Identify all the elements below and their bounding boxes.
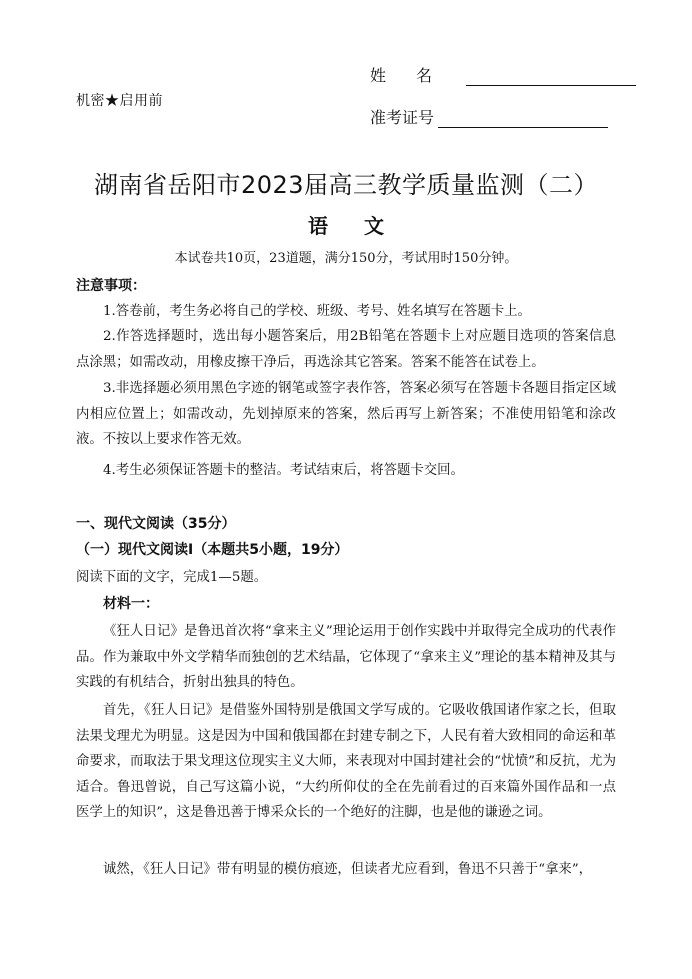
exam-id-label: 准考证号 bbox=[370, 108, 435, 127]
notice-item: 3.非选择题必须用黑色字迹的钢笔或签字表作答，答案必须写在答题卡各题目指定区域内相应位置上；如需改动，先划掉原来的答案，然后再写上新答案；不准使用铅笔和涂改液。不按以上要求作答无效。 bbox=[76, 381, 616, 448]
confidential-label: 机密★启用前 bbox=[76, 93, 163, 109]
article-paragraph: 诚然，《狂人日记》带有明显的模仿痕迹，但读者尤应看到，鲁迅不只善于“拿来”， bbox=[103, 862, 593, 877]
notice-item: 1.答卷前，考生务必将自己的学校、班级、考号、姓名填写在答题卡上。 bbox=[103, 304, 531, 319]
article-paragraph: 首先，《狂人日记》是借鉴外国特别是俄国文学写成的。它吸收俄国诸作家之长，但取法果戈理尤为明显。这是因为中国和俄国都在封建专制之下，人民有着大致相同的命运和革命要求，而取法于果戈理这位现实主义大师，来表现对中国封建社会的“忧愤”和反抗，尤为适合。鲁迅曾说，自己写这篇小说，“大约所仰仗的全在先前看过的百来篇外国作品和一点医学上的知识”，这是鲁迅善于博采众长的一个绝好的注脚，也是他的谦逊之词。 bbox=[76, 703, 616, 821]
exam-id-blank-line bbox=[438, 109, 608, 128]
section-heading: 一、现代文阅读（35分） bbox=[76, 516, 236, 532]
name-label: 姓名 bbox=[370, 66, 463, 85]
exam-id-field bbox=[370, 105, 608, 128]
exam-title: 湖南省岳阳市2023届高三教学质量监测（二） bbox=[93, 171, 599, 199]
reading-instruction: 阅读下面的文字，完成1—5题。 bbox=[76, 570, 268, 585]
material-label: 材料一： bbox=[103, 596, 159, 612]
subject-title: 语文 bbox=[308, 214, 420, 238]
exam-info: 本试卷共10页，23道题，满分150分，考试用时150分钟。 bbox=[174, 251, 518, 266]
article-paragraph: 《狂人日记》是鲁迅首次将“拿来主义”理论运用于创作实践中并取得完全成功的代表作品。作为兼取中外文学精华而独创的艺术结晶，它体现了“拿来主义”理论的基本精神及其与实践的有机结合，折射出独具的特色。 bbox=[76, 624, 616, 691]
name-blank-line bbox=[466, 67, 636, 86]
notice-item: 2.作答选择题时，选出每小题答案后，用2B铅笔在答题卡上对应题目选项的答案信息点涂黑；如需改动，用橡皮擦干净后，再选涂其它答案。答案不能答在试卷上。 bbox=[76, 329, 616, 370]
subsection-heading: （一）现代文阅读Ⅰ（本题共5小题，19分） bbox=[76, 542, 349, 558]
notice-heading: 注意事项： bbox=[76, 278, 146, 294]
name-field bbox=[370, 63, 636, 86]
notice-item: 4.考生必须保证答题卡的整洁。考试结束后，将答题卡交回。 bbox=[103, 463, 464, 478]
